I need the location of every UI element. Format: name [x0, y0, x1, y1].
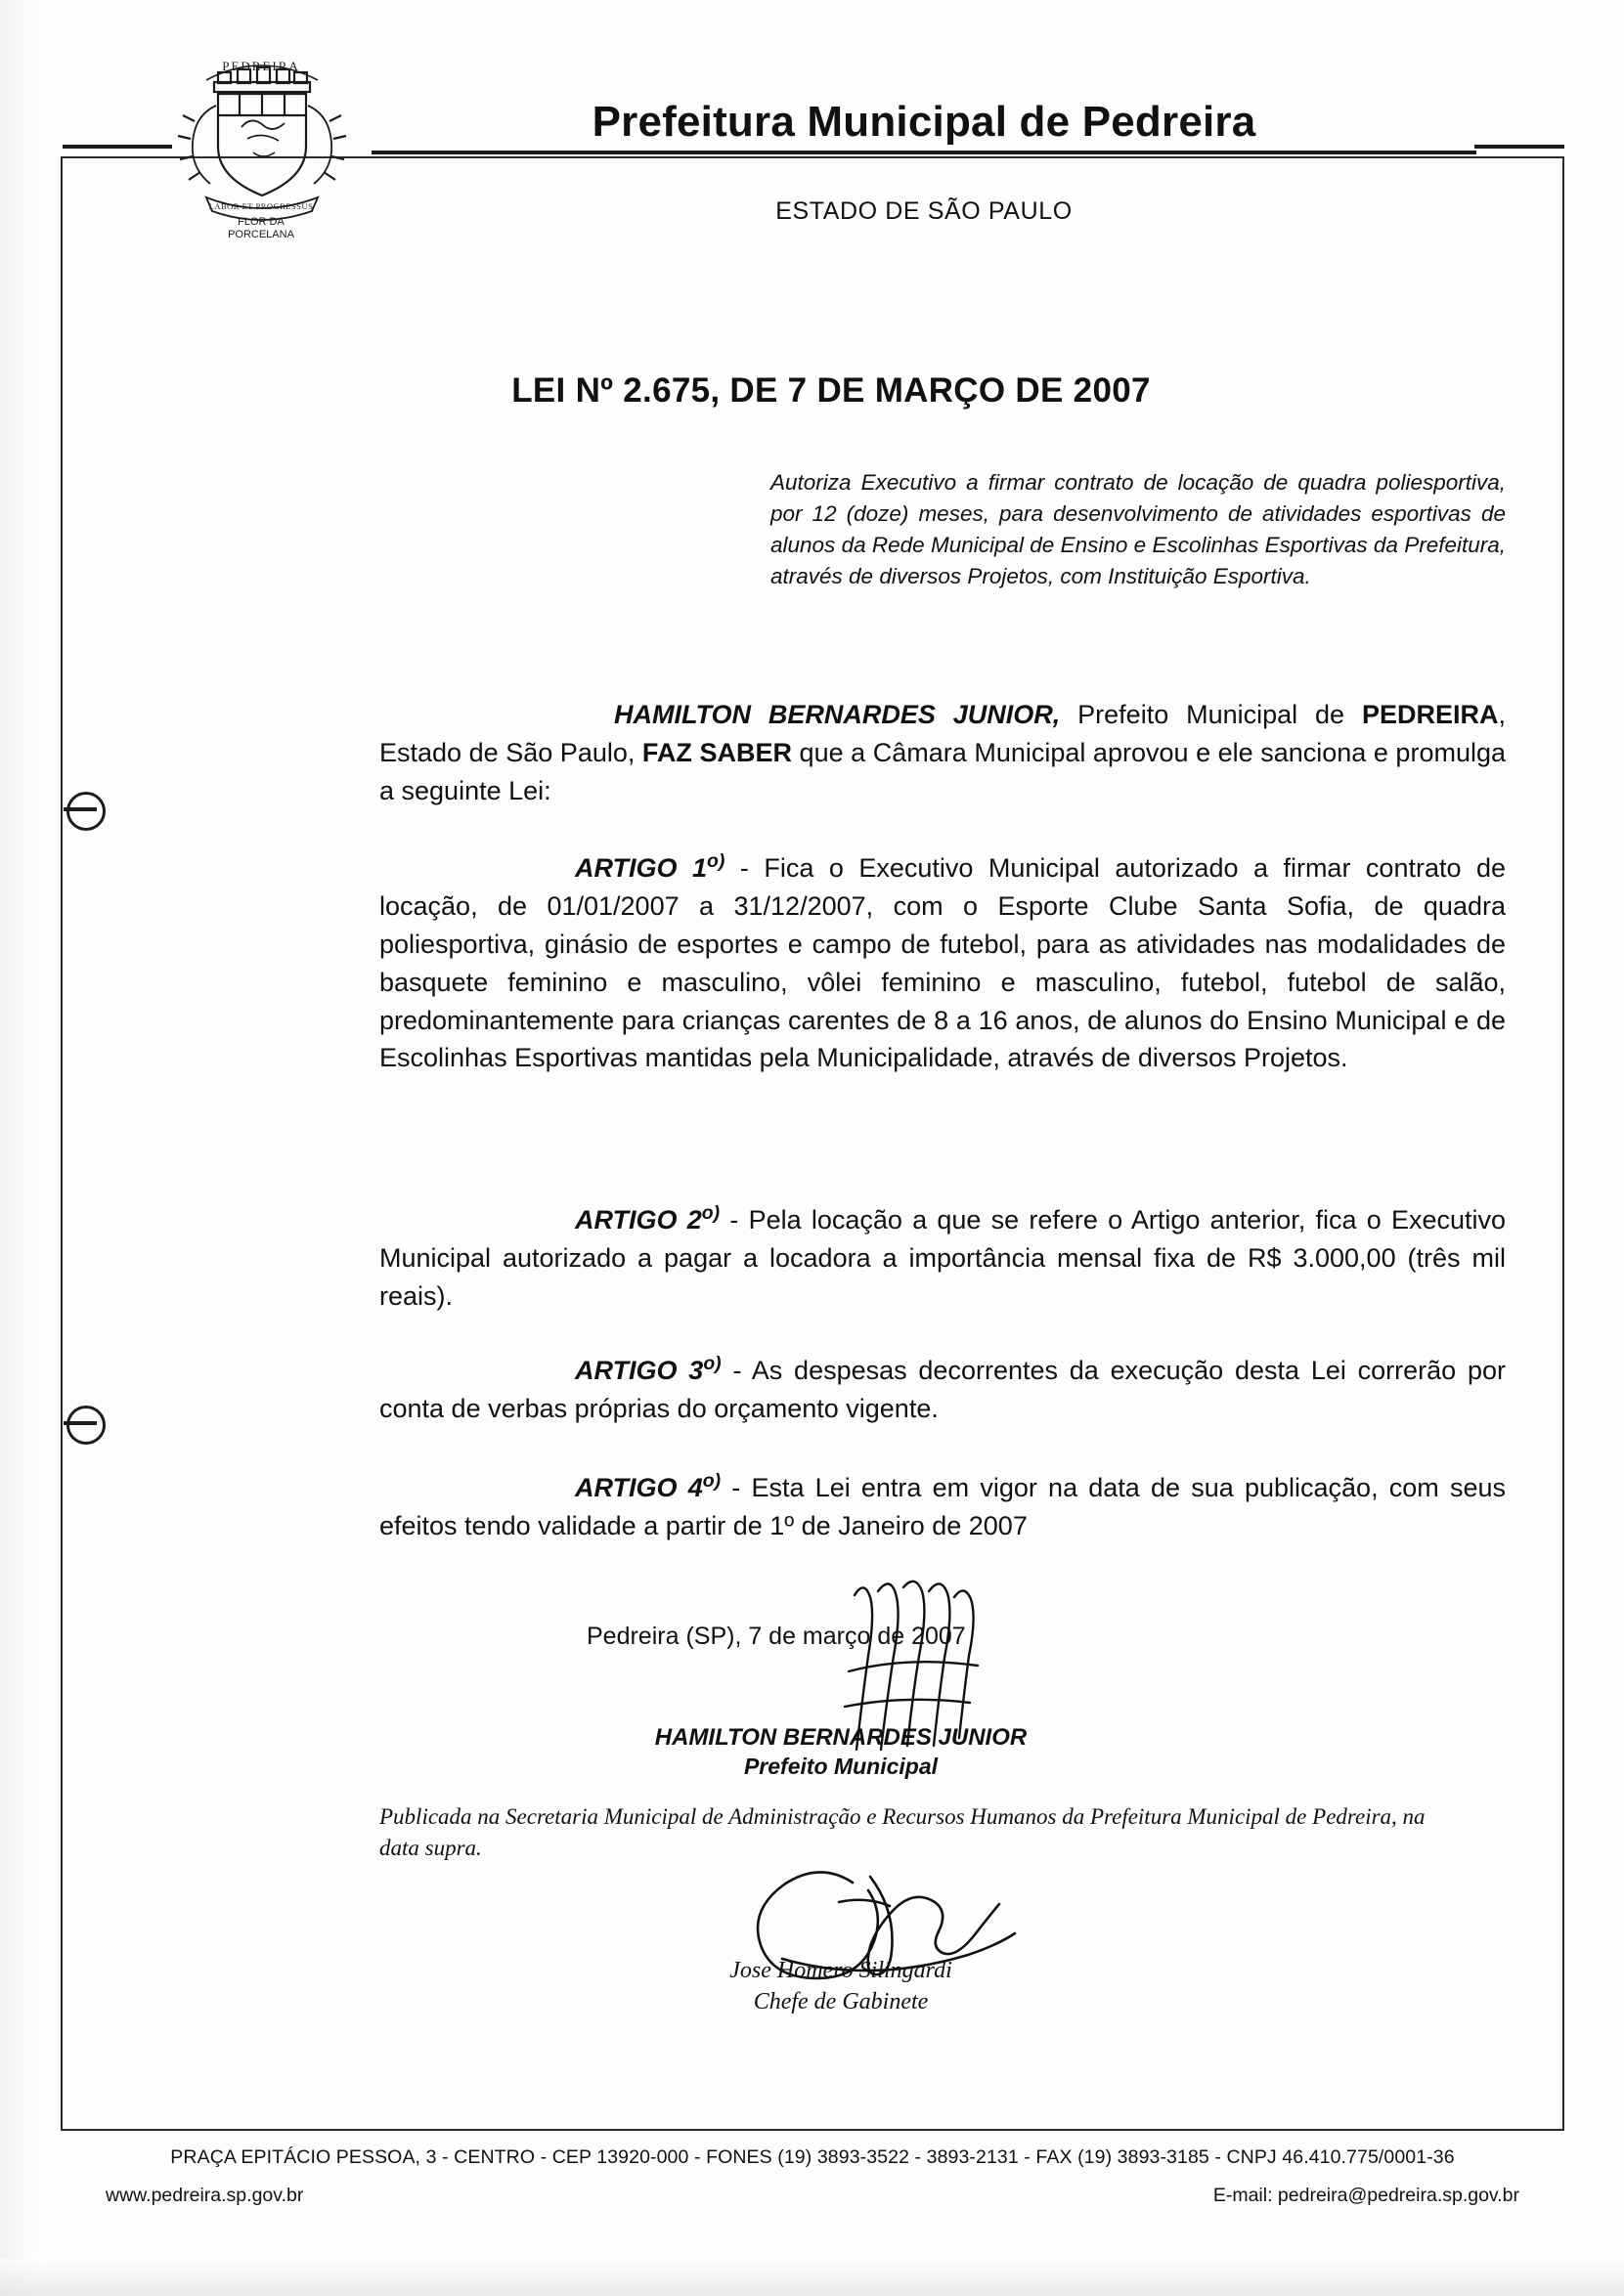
coat-of-arms-motto: LABOR ET PROGRESSUS	[208, 201, 314, 211]
city-name: PEDREIRA	[1361, 700, 1499, 729]
footer-address: PRAÇA EPITÁCIO PESSOA, 3 - CENTRO - CEP 13920-000 - FONES (19) 3893-3522 - 3893-2131 - FAX (19) 3893-3185 - CNPJ 46.410.775/0001-36	[170, 2146, 1455, 2168]
article-3-paragraph	[379, 1351, 1506, 1428]
state-subtitle: ESTADO DE SÃO PAULO	[775, 197, 1073, 225]
article-2-text: - Pela locação a que se refere o Artigo anterior, fica o Executivo Municipal autorizado a pagar a locadora a importância mensal fixa de R$ 3.000,00 (três mil reais).	[379, 1205, 1507, 1311]
mayor-name: HAMILTON BERNARDES JUNIOR,	[614, 700, 1061, 729]
signature-role-chief: Chefe de Gabinete	[753, 1989, 929, 2015]
footer-email[interactable]: E-mail: pedreira@pedreira.sp.gov.br	[1212, 2185, 1519, 2206]
signature-role-mayor: Prefeito Municipal	[743, 1754, 939, 1780]
faz-saber: FAZ SABER	[641, 737, 792, 767]
preamble-text-3: que a Câmara Municipal aprovou e ele sanciona e promulga a seguinte Lei:	[379, 737, 1506, 805]
scan-edge-bottom	[0, 2259, 1624, 2296]
coat-of-arms-top-caption: PEDREIRA	[222, 59, 300, 73]
article-4-text: - Esta Lei entra em vigor na data de sua publicação, com seus efeitos tendo validade a partir de 1º de Janeiro de 2007	[379, 1473, 1506, 1540]
article-2-label: ARTIGO 2	[575, 1205, 702, 1235]
article-3-text: - As despesas decorrentes da execução desta Lei correrão por conta de verbas próprias do orçamento vigente.	[379, 1356, 1506, 1423]
coat-of-arms-icon	[171, 37, 352, 242]
scan-edge-left	[0, 0, 45, 2296]
title-rule-right	[1474, 145, 1564, 149]
article-2-ordinal: o)	[701, 1202, 721, 1224]
punch-hole-mark-top	[66, 792, 106, 831]
article-1-text: - Fica o Executivo Municipal autorizado a firmar contrato de locação, de 01/01/2007 a 31/12/2007, com o Esporte Clube Santa Sofia, de quadra poliesportiva, ginásio de esportes e campo de futebol, para as atividades nas modalidades de basquete feminino e masculino, vôlei feminino e masculino, futebol, futebol de salão, predominantemente para crianças carentes de 8 a 16 anos, de alunos do Ensino Municipal e de Escolinhas Esportivas mantidas pela Municipalidade, através de diversos Projetos.	[379, 853, 1506, 1073]
article-1-paragraph	[379, 848, 1506, 1077]
preamble-text-2: , Estado de São Paulo,	[379, 700, 1506, 767]
signature-name-mayor: HAMILTON BERNARDES JUNIOR	[654, 1724, 1028, 1751]
signature-name-chief: Jose Homero Silingardi	[729, 1958, 952, 1983]
article-4-ordinal: o)	[702, 1470, 722, 1492]
coat-of-arms-caption-2: PORCELANA	[228, 229, 294, 240]
signature-block-chief	[606, 1955, 1075, 2018]
publication-note: Publicada na Secretaria Municipal de Administração e Recursos Humanos da Prefeitura Municipal de Pedreira, na data supra.	[379, 1804, 1426, 1861]
article-3-label: ARTIGO 3	[575, 1356, 704, 1385]
title-rule-left	[63, 145, 172, 149]
signature-block-mayor	[587, 1722, 1095, 1782]
place-and-date: Pedreira (SP), 7 de março de 2007	[587, 1623, 966, 1650]
article-3-ordinal: o)	[703, 1353, 722, 1374]
article-2-paragraph	[379, 1200, 1506, 1316]
article-4-paragraph	[379, 1468, 1506, 1545]
page-title: Prefeitura Municipal de Pedreira	[372, 98, 1476, 154]
preamble-text-1: Prefeito Municipal de	[1060, 700, 1362, 729]
coat-of-arms-caption-1: FLOR DA	[238, 216, 285, 228]
article-1-ordinal: o)	[707, 850, 725, 872]
preamble-paragraph	[379, 696, 1506, 810]
article-4-label: ARTIGO 4	[575, 1473, 703, 1502]
article-1-label: ARTIGO 1	[575, 853, 708, 883]
law-number-heading: LEI Nº 2.675, DE 7 DE MARÇO DE 2007	[511, 371, 1151, 410]
footer-website[interactable]: www.pedreira.sp.gov.br	[106, 2185, 304, 2206]
ementa-summary: Autoriza Executivo a firmar contrato de locação de quadra poliesportiva, por 12 (doze) meses, para desenvolvimento de atividades esportivas de alunos da Rede Municipal de Ensino e Escolinhas Esportivas da Prefeitura, através de diversos Projetos, com Instituição Esportiva.	[770, 470, 1506, 588]
punch-hole-mark-bottom	[66, 1406, 106, 1445]
page-footer	[61, 2146, 1564, 2207]
